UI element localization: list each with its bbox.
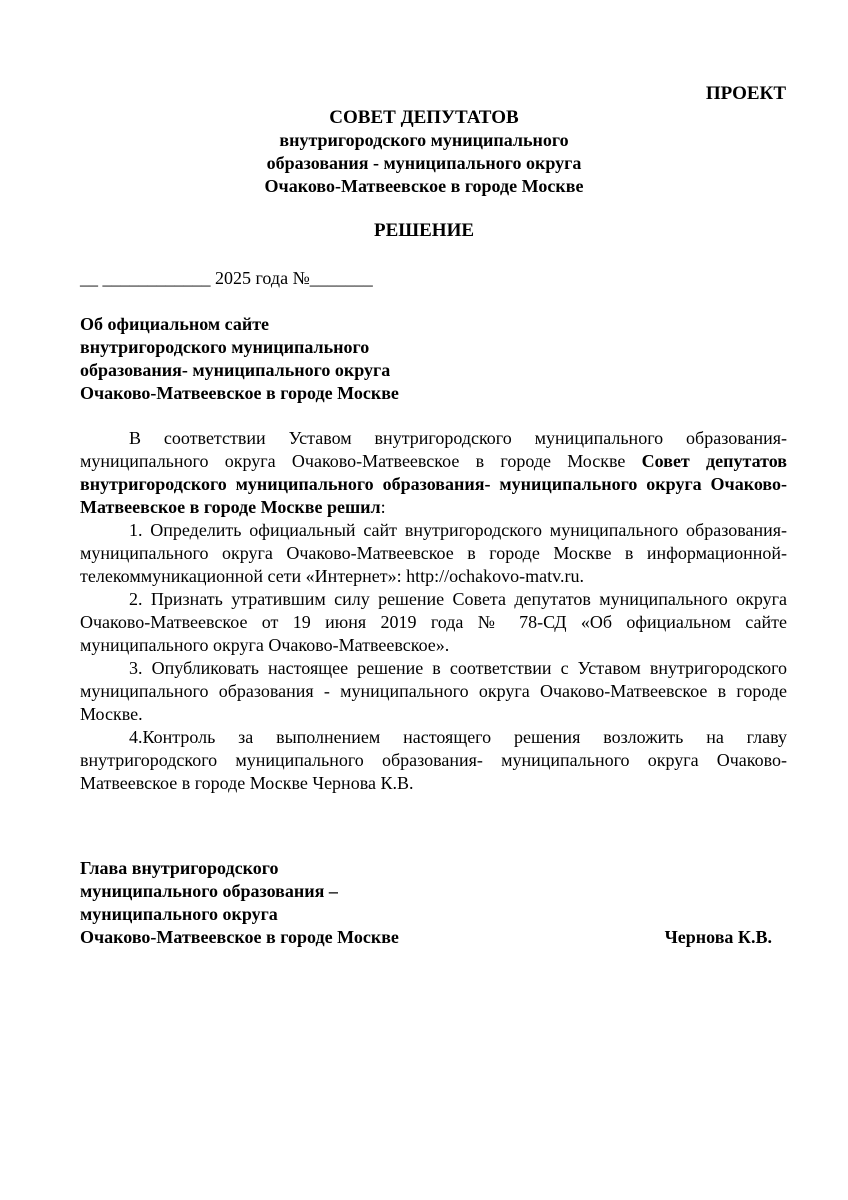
preamble-paragraph: [80, 427, 787, 519]
preamble-colon: :: [380, 497, 386, 517]
decision-subject: [80, 313, 399, 405]
subject-line: Об официальном сайте: [80, 314, 270, 334]
decision-item-1: 1. Определить официальный сайт внутригородского муниципального образования- муниципального округа Очаково-Матвеевское в городе Москве в информационной-телекоммуникационной сети «Интернет»: http://ochakovo-matv.ru.: [80, 520, 787, 586]
signature-title-line: Очаково-Матвеевское в городе Москве: [80, 927, 399, 947]
signature-block: [80, 857, 780, 949]
decision-title: РЕШЕНИЕ: [373, 220, 475, 241]
draft-label: ПРОЕКТ: [705, 83, 786, 104]
preamble-text: В соответствии Уставом внутригородского муниципального образования-муниципального округа Очаково-Матвеевское в городе Москве: [80, 428, 787, 471]
subject-line: внутригородского муниципального: [80, 337, 370, 357]
signatory-name: Чернова К.В.: [664, 927, 772, 947]
decision-item-2: 2. Признать утратившим силу решение Совета депутатов муниципального округа Очаково-Матвеевское от 19 июня 2019 года № 78-СД «Об официальном сайте муниципального округа Очаково-Матвеевское».: [80, 589, 787, 655]
decision-item-4: 4.Контроль за выполнением настоящего решения возложить на главу внутригородского муниципального образования- муниципального округа Очаково-Матвеевское в городе Москве Чернова К.В.: [80, 727, 787, 793]
council-line: внутригородского муниципального: [279, 130, 569, 150]
decision-item-3: 3. Опубликовать настоящее решение в соответствии с Уставом внутригородского муниципального образования - муниципального округа Очаково-Матвеевское в городе Москве.: [80, 658, 787, 724]
preamble-council-resolved: Совет депутатов внутригородского муниципального образования- муниципального округа Очаково-Матвеевское в городе Москве решил: [80, 451, 787, 517]
subject-line: образования- муниципального округа: [80, 360, 391, 380]
subject-line: Очаково-Матвеевское в городе Москве: [80, 383, 399, 403]
signature-title-line: Глава внутригородского: [80, 858, 279, 878]
signature-title-line: муниципального образования –: [80, 881, 338, 901]
decision-body: [80, 427, 787, 795]
date-number-line: __ ____________ 2025 года №_______: [80, 268, 373, 288]
signature-title-line: муниципального округа: [80, 904, 278, 924]
council-title: СОВЕТ ДЕПУТАТОВ: [329, 107, 519, 128]
council-line: образования - муниципального округа: [266, 153, 582, 173]
council-header: [0, 106, 848, 198]
council-line: Очаково-Матвеевское в городе Москве: [264, 176, 584, 196]
